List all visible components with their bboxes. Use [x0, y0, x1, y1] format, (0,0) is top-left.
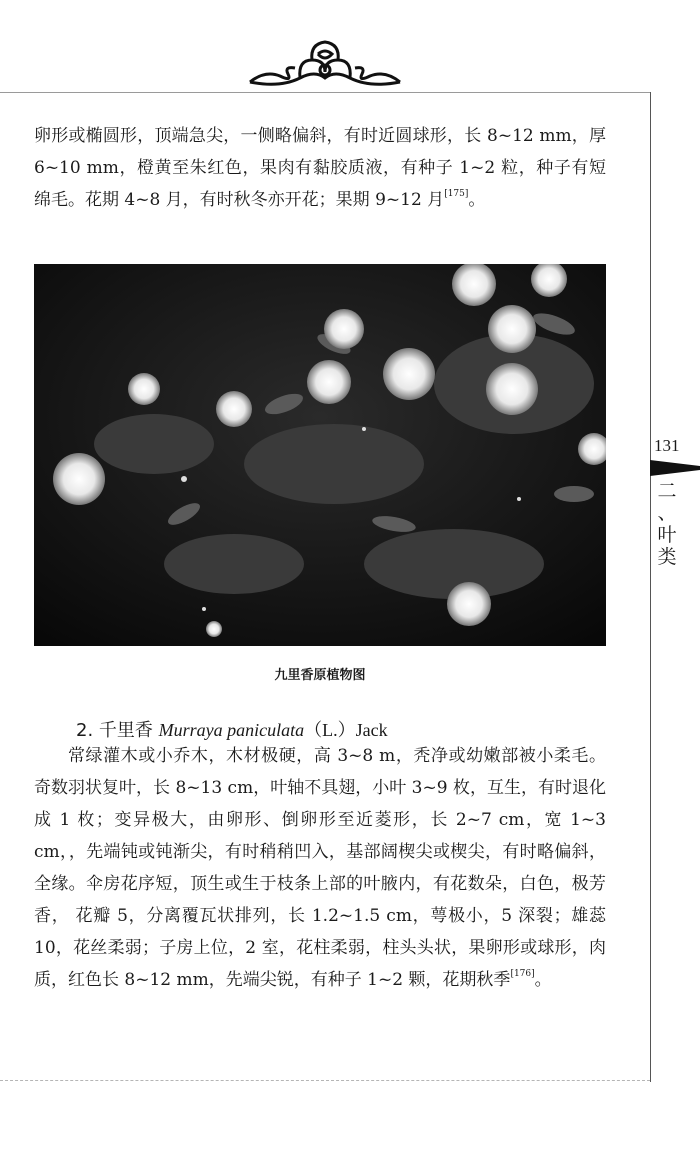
- page-number: 131: [654, 436, 680, 455]
- section-tab-char: 、: [657, 502, 677, 524]
- paragraph-text: 常绿灌木或小乔木，木材极硬，高 3~8 m，秃净或幼嫩部被小柔毛。奇数羽状复叶，长 8~13 cm，叶轴不具翅，小叶 3~9 枚，互生，有时退化成 1 枚；变异极大，由卵形、倒卵形至近菱形，长 2~7 cm，宽 1~3 cm，，先端钝或钝渐尖，有时稍稍凹入，基部阔楔尖或楔尖，有时略偏斜，全缘。伞房花序短，顶生或生于枝条上部的叶腋内，有花数朵，白色，极芳香， 花瓣 5，分离覆瓦状排列，长 1.2~1.5 cm，萼极小，5 深裂；雄蕊 10，花丝柔弱；子房上位，2 室，花柱柔弱，柱头头状，果卵形或球形，肉质，红色长 8~12 mm，先端尖锐，有种子 1~2 颗，花期秋季: [34, 746, 606, 990]
- description-paragraph: [34, 740, 606, 996]
- paragraph-continued: [34, 120, 606, 216]
- section-number: 2.: [76, 720, 94, 741]
- paragraph-end: 。: [468, 190, 486, 210]
- section-tab-char: 二: [657, 480, 677, 502]
- section-tab-char: 类: [657, 546, 677, 568]
- section-tab-label: [656, 480, 678, 568]
- reference-mark: [176]: [510, 969, 535, 979]
- footer-rule: [0, 1080, 650, 1081]
- section-tab-char: 叶: [657, 524, 677, 546]
- latin-name: Murraya paniculata: [158, 720, 305, 740]
- figure-caption: 九里香原植物图: [274, 668, 366, 683]
- paragraph-end: 。: [534, 970, 552, 990]
- reference-mark: [175]: [444, 189, 469, 199]
- section-tab-marker: [650, 460, 700, 476]
- section-heading: [76, 716, 388, 742]
- header-rule: [0, 92, 650, 93]
- paragraph-text: 卵形或椭圆形，顶端急尖，一侧略偏斜，有时近圆球形，长 8~12 mm，厚 6~10 mm，橙黄至朱红色，果肉有黏胶质液，有种子 1~2 粒，种子有短绵毛。花期 4~8 月，有时秋冬亦开花；果期 9~12 月: [34, 126, 606, 210]
- margin-rule: [650, 92, 651, 1082]
- plant-name: 千里香: [98, 720, 153, 741]
- plant-photo: [34, 264, 606, 646]
- author-citation: （L.）Jack: [304, 720, 388, 740]
- knot-ornament: [240, 30, 410, 94]
